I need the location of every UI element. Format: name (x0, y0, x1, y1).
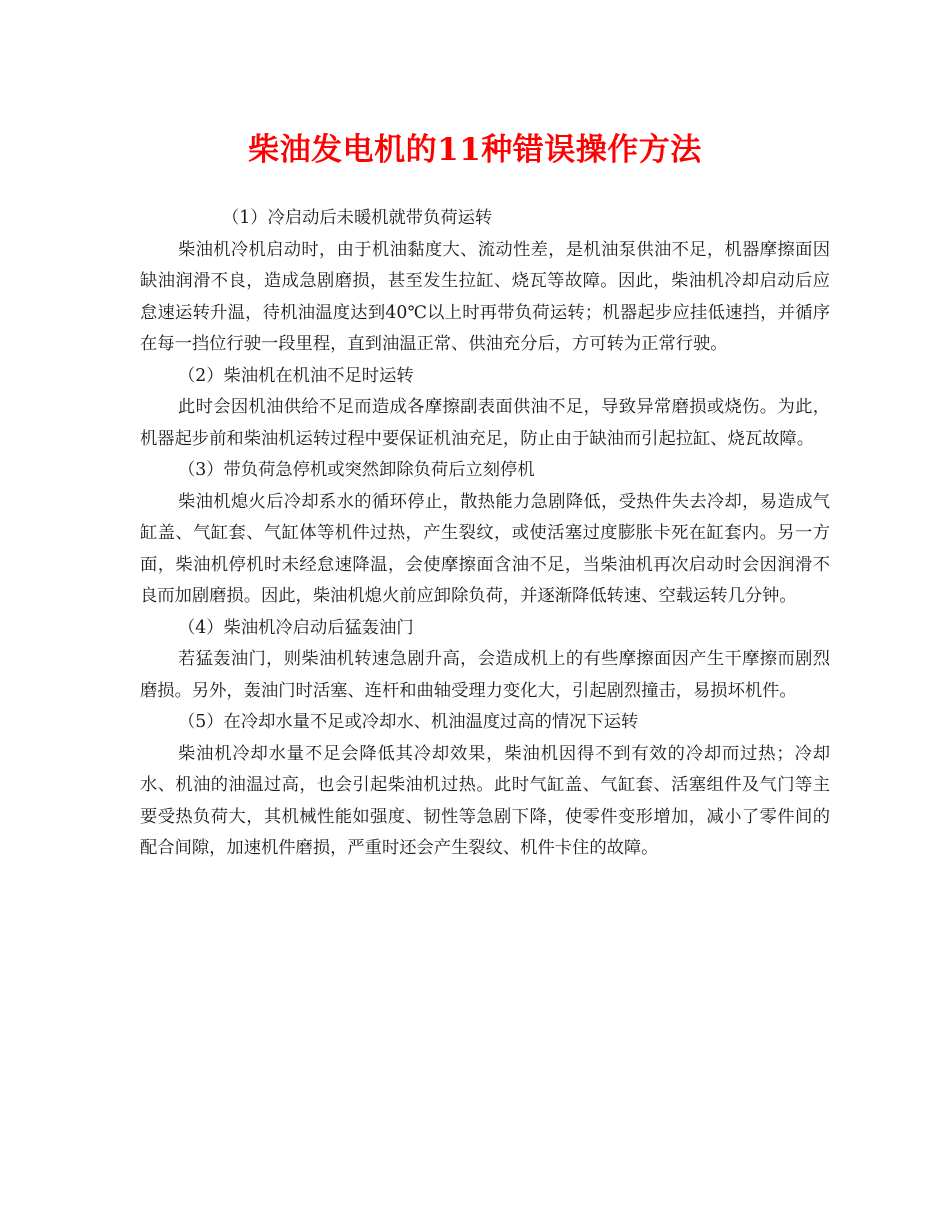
document-body (140, 203, 830, 865)
section-5-heading: （5）在冷却水量不足或冷却水、机油温度过高的情况下运转 (178, 712, 639, 732)
section-4-paragraph: 若猛轰油门，则柴油机转速急剧升高，会造成机上的有些摩擦面因产生干摩擦而剧烈磨损。另外，轰油门时活塞、连杆和曲轴受理力变化大，引起剧烈撞击，易损坏机件。 (140, 649, 830, 701)
section-1-paragraph: 柴油机冷机启动时，由于机油黏度大、流动性差，是机油泵供油不足，机器摩擦面因缺油润滑不良，造成急剧磨损，甚至发生拉缸、烧瓦等故障。因此，柴油机冷却启动后应怠速运转升温，待机油温度达到40℃以上时再带负荷运转；机器起步应挂低速挡，并循序在每一挡位行驶一段里程，直到油温正常、供油充分后，方可转为正常行驶。 (140, 239, 830, 354)
section-2-paragraph: 此时会因机油供给不足而造成各摩擦副表面供油不足，导致异常磨损或烧伤。为此，机器起步前和柴油机运转过程中要保证机油充足，防止由于缺油而引起拉缸、烧瓦故障。 (140, 397, 830, 449)
section-1-heading: （1）冷启动后未暖机就带负荷运转 (222, 208, 493, 228)
section-3-heading: （3）带负荷急停机或突然卸除负荷后立刻停机 (178, 460, 535, 480)
section-3-paragraph: 柴油机熄火后冷却系水的循环停止，散热能力急剧降低，受热件失去冷却，易造成气缸盖、气缸套、气缸体等机件过热，产生裂纹，或使活塞过度膨胀卡死在缸套内。另一方面，柴油机停机时未经怠速降温，会使摩擦面含油不足，当柴油机再次启动时会因润滑不良而加剧磨损。因此，柴油机熄火前应卸除负荷，并逐渐降低转速、空载运转几分钟。 (140, 491, 830, 606)
section-2-heading: （2）柴油机在机油不足时运转 (178, 365, 414, 386)
section-5-paragraph: 柴油机冷却水量不足会降低其冷却效果，柴油机因得不到有效的冷却而过热；冷却水、机油的油温过高，也会引起柴油机过热。此时气缸盖、气缸套、活塞组件及气门等主要受热负荷大，其机械性能如强度、韧性等急剧下降，使零件变形增加，减小了零件间的配合间隙，加速机件磨损，严重时还会产生裂纹、机件卡住的故障。 (140, 743, 830, 858)
page-title: 柴油发电机的11种错误操作方法 (248, 132, 702, 168)
section-4-heading: （4）柴油机冷启动后猛轰油门 (178, 617, 414, 638)
